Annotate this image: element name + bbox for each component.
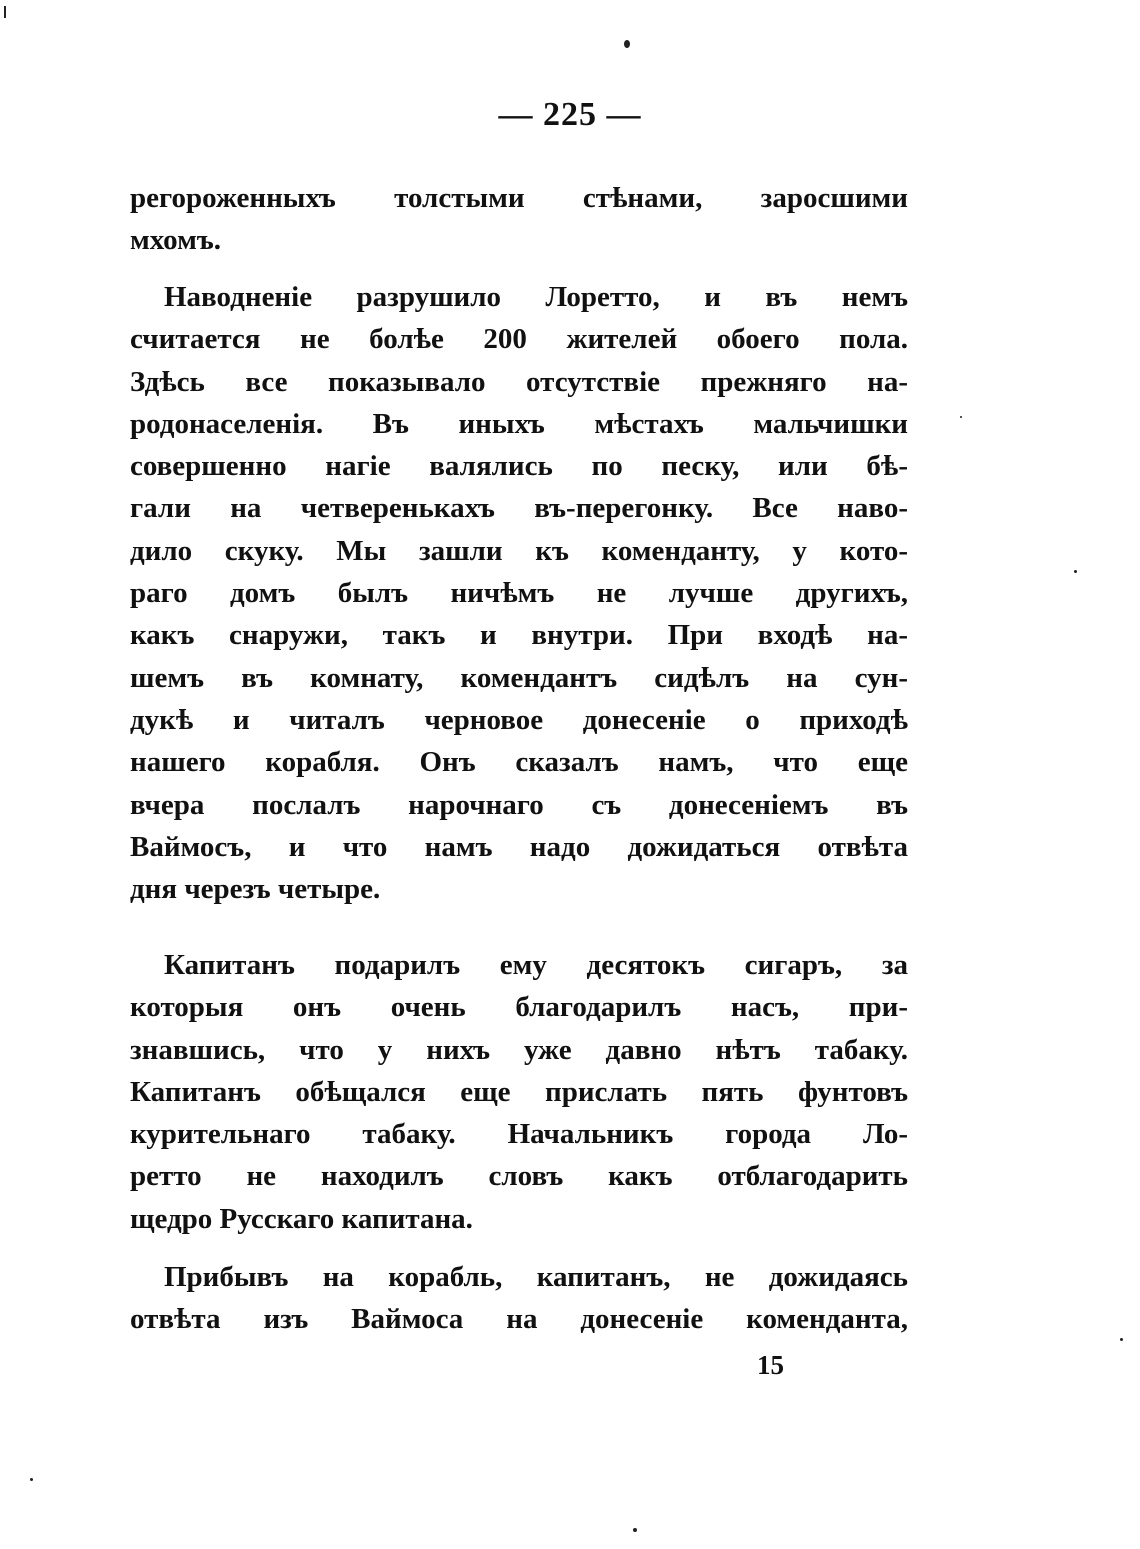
text-line: раго домъ былъ ничѣмъ не лучше другихъ, (130, 577, 908, 610)
text-line: совершенно нагіе валялись по песку, или бѣ- (130, 450, 908, 483)
paragraph-4 (130, 1256, 908, 1341)
scan-speck (633, 1528, 637, 1532)
text-line: гали на четверенькахъ въ-перегонку. Все наво- (130, 492, 908, 525)
text-line: Ваймосъ, и что намъ надо дожидаться отвѣта (130, 830, 908, 863)
text-line: знавшись, что у нихъ уже давно нѣтъ табаку. (130, 1033, 908, 1066)
text-line: Здѣсь все показывало отсутствіе прежняго на- (130, 365, 908, 398)
text-line: Прибывъ на корабль, капитанъ, не дожидаясь (164, 1261, 908, 1293)
text-line: какъ снаружи, такъ и внутри. При входѣ на- (130, 619, 908, 652)
scan-speck (960, 416, 962, 418)
scan-speck (30, 1478, 33, 1481)
text-line: вчера послалъ нарочнаго съ донесеніемъ въ (130, 788, 908, 821)
text-line: щедро Русскаго капитана. (130, 1202, 473, 1235)
text-line: дукѣ и читалъ черновое донесеніе о приходѣ (130, 703, 908, 736)
text-line: Наводненіе разрушило Лоретто, и въ немъ (164, 281, 908, 313)
signature-mark: 15 (757, 1350, 784, 1380)
text-line: дило скуку. Мы зашли къ коменданту, у кото- (130, 534, 908, 567)
scan-speck (624, 40, 630, 48)
scan-speck (1120, 1338, 1123, 1341)
text-line: которыя онъ очень благодарилъ насъ, при- (130, 991, 908, 1024)
page-number-header: — 225 — (498, 96, 642, 133)
text-line: регороженныхъ толстыми стѣнами, заросшими (130, 182, 908, 214)
paragraph-2 (130, 276, 908, 910)
text-line: мхомъ. (130, 224, 222, 257)
text-line: нашего корабля. Онъ сказалъ намъ, что еще (130, 746, 908, 779)
text-line: родонаселенія. Въ иныхъ мѣстахъ мальчишки (130, 407, 908, 440)
paragraph-3 (130, 944, 908, 1240)
text-line: курительнаго табаку. Начальникъ города Ло- (130, 1118, 908, 1151)
text-line: дня черезъ четыре. (130, 873, 381, 906)
scan-speck (1074, 570, 1077, 573)
scan-speck (4, 6, 6, 18)
text-line: шемъ въ комнату, комендантъ сидѣлъ на сун- (130, 661, 908, 694)
text-line: считается не болѣе 200 жителей обоего пола. (130, 323, 908, 356)
text-line: отвѣта изъ Ваймоса на донесеніе коменданта, (130, 1303, 908, 1336)
text-line: Капитанъ подарилъ ему десятокъ сигаръ, за (164, 949, 908, 981)
text-line: Капитанъ обѣщался еще прислать пять фунтовъ (130, 1075, 908, 1108)
paragraph-1 (130, 177, 908, 262)
text-line: ретто не находилъ словъ какъ отблагодарить (130, 1160, 908, 1193)
